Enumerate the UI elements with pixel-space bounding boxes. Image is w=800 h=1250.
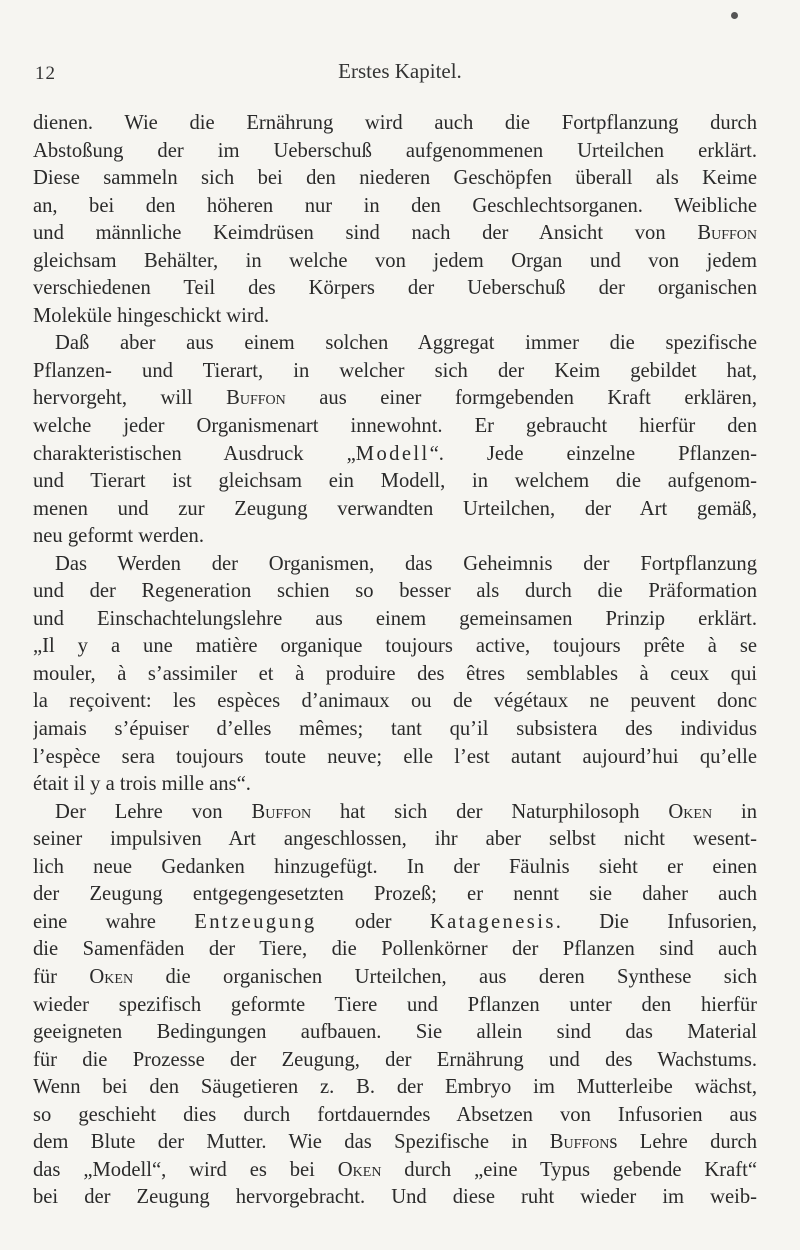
text-line: était il y a trois mille ans“. — [33, 773, 251, 796]
author-name: Oken — [668, 800, 713, 823]
text-line: und der Regeneration schien so besser als durch die Präformation — [33, 580, 757, 603]
author-name: Oken — [337, 1158, 382, 1181]
body-text — [33, 110, 757, 1212]
author-name: Buffon — [549, 1131, 610, 1154]
author-name: Buffon — [251, 800, 312, 823]
emphasis: Katagenesis — [429, 910, 556, 933]
text-line: gleichsam Behälter, in welche von jedem Organ und von jedem — [33, 249, 757, 272]
text-line: Diese sammeln sich bei den niederen Geschöpfen überall als Keime — [33, 167, 757, 190]
text-line: für Oken die organischen Urteilchen, aus deren Synthese sich — [33, 965, 757, 988]
text-line: wieder spezifisch geformte Tiere und Pflanzen unter den hierfür — [33, 993, 757, 1016]
author-name: Buffon — [226, 387, 286, 410]
text-line: dienen. Wie die Ernährung wird auch die Fortpflanzung durch — [33, 112, 757, 134]
author-name: Oken — [89, 965, 134, 988]
running-head: Erstes Kapitel. — [338, 59, 462, 83]
text-line: „Il y a une matière organique toujours active, toujours prête à se — [33, 635, 757, 658]
text-line: der Zeugung entgegengesetzten Prozeß; er nennt sie daher auch — [33, 883, 757, 906]
text-line: eine wahre Entzeugung oder Katagenesis. Die Infusorien, — [33, 910, 757, 933]
text-line: verschiedenen Teil des Körpers der Ueberschuß der organischen — [33, 277, 757, 300]
text-line: charakteristischen Ausdruck „Modell“. Jede einzelne Pflanzen- — [33, 442, 757, 465]
text-line: so geschieht dies durch fortdauerndes Absetzen von Infusorien aus — [33, 1103, 757, 1126]
text-line: die Samenfäden der Tiere, die Pollenkörner der Pflanzen sind auch — [33, 938, 757, 961]
text-line: neu geformt werden. — [33, 525, 204, 548]
text-line: mouler, à s’assimiler et à produire des êtres semblables à ceux qui — [33, 662, 757, 685]
text-line: jamais s’épuiser d’elles mêmes; tant qu’il subsistera des individus — [33, 718, 757, 741]
text-line: Das Werden der Organismen, das Geheimnis der Fortpflanzung — [55, 552, 757, 575]
text-line: und männliche Keimdrüsen sind nach der Ansicht von Buffon — [33, 222, 757, 245]
text-line: Pflanzen- und Tierart, in welcher sich der Keim gebildet hat, — [33, 359, 757, 382]
emphasis: Modell — [355, 442, 430, 465]
text-line: und Tierart ist gleichsam ein Modell, in welchem die aufgenom- — [33, 470, 757, 493]
text-line: Abstoßung der im Ueberschuß aufgenommenen Urteilchen erklärt. — [33, 139, 757, 162]
text-line: la reçoivent: les espèces d’animaux ou de végétaux ne peuvent donc — [33, 690, 757, 713]
ink-speck — [731, 12, 738, 19]
text-line: bei der Zeugung hervorgebracht. Und diese ruht wieder im weib- — [33, 1186, 757, 1209]
text-line: l’espèce sera toujours toute neuve; elle l’est autant aujourd’hui qu’elle — [33, 745, 757, 768]
text-line: menen und zur Zeugung verwandten Urteilchen, der Art gemäß, — [33, 497, 757, 520]
text-line: hervorgeht, will Buffon aus einer formgebenden Kraft erklären, — [33, 387, 757, 410]
text-line: dem Blute der Mutter. Wie das Spezifische in Buffons Lehre durch — [33, 1131, 757, 1154]
text-line: geeigneten Bedingungen aufbauen. Sie allein sind das Material — [33, 1021, 757, 1044]
text-line: welche jeder Organismenart innewohnt. Er gebraucht hierfür den — [33, 415, 757, 438]
text-line: seiner impulsiven Art angeschlossen, ihr aber selbst nicht wesent- — [33, 828, 757, 851]
text-line: Wenn bei den Säugetieren z. B. der Embryo im Mutterleibe wächst, — [33, 1076, 757, 1099]
text-line: das „Modell“, wird es bei Oken durch „eine Typus gebende Kraft“ — [33, 1158, 757, 1181]
text-line: lich neue Gedanken hinzugefügt. In der Fäulnis sieht er einen — [33, 855, 757, 878]
text-line: an, bei den höheren nur in den Geschlechtsorganen. Weibliche — [33, 194, 757, 217]
page-number: 12 — [35, 63, 56, 84]
author-name: Buffon — [697, 222, 757, 245]
text-line: Der Lehre von Buffon hat sich der Naturphilosoph Oken in — [55, 800, 757, 823]
text-line: für die Prozesse der Zeugung, der Ernährung und des Wachstums. — [33, 1048, 757, 1071]
text-line: und Einschachtelungslehre aus einem gemeinsamen Prinzip erklärt. — [33, 607, 757, 630]
text-line: Moleküle hingeschickt wird. — [33, 304, 270, 327]
emphasis: Entzeugung — [194, 910, 317, 933]
text-line: Daß aber aus einem solchen Aggregat immer die spezifische — [55, 332, 757, 355]
